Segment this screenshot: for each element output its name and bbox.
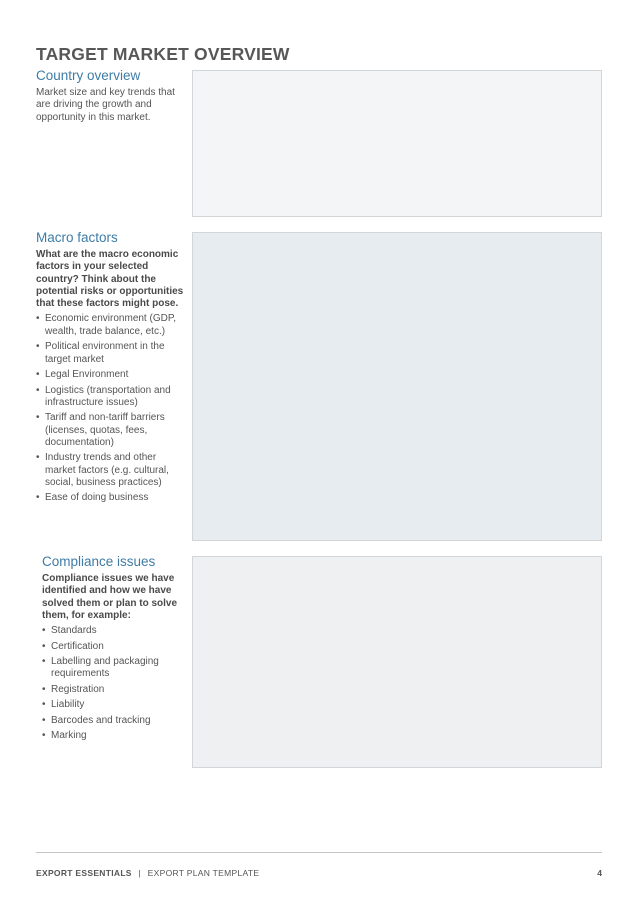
- compliance-issues-heading: Compliance issues: [42, 554, 156, 569]
- footer-brand: EXPORT ESSENTIALS: [36, 868, 132, 878]
- compliance-issues-section: [42, 554, 186, 746]
- list-item: • Registration: [42, 684, 186, 696]
- list-item: • Certification: [42, 641, 186, 653]
- footer-divider: [36, 852, 602, 853]
- list-item: • Marking: [42, 730, 186, 742]
- footer-document-name: EXPORT PLAN TEMPLATE: [147, 868, 260, 878]
- country-overview-section: [36, 68, 186, 127]
- list-item: • Logistics (transportation and infrastructure issues): [36, 385, 186, 410]
- list-item: • Ease of doing business: [36, 492, 186, 504]
- macro-factors-section: [36, 230, 186, 508]
- country-overview-input-box[interactable]: [192, 70, 602, 217]
- macro-factors-intro: What are the macro economic factors in your selected country? Think about the potential risks or opportunities that these factors might pose.: [36, 249, 184, 310]
- list-item: • Economic environment (GDP, wealth, trade balance, etc.): [36, 313, 186, 338]
- list-item: • Tariff and non-tariff barriers (licenses, quotas, fees, documentation): [36, 412, 186, 449]
- list-item: • Political environment in the target market: [36, 341, 186, 366]
- list-item: • Standards: [42, 625, 186, 637]
- list-item: • Labelling and packaging requirements: [42, 656, 186, 681]
- page-title: TARGET MARKET OVERVIEW: [36, 44, 290, 64]
- compliance-issues-list: [42, 625, 186, 743]
- country-overview-heading: Country overview: [36, 68, 141, 83]
- country-overview-intro: Market size and key trends that are driving the growth and opportunity in this market.: [36, 87, 175, 123]
- list-item: • Industry trends and other market factors (e.g. cultural, social, business practices): [36, 452, 186, 489]
- footer-separator: |: [138, 868, 141, 878]
- list-item: • Legal Environment: [36, 369, 186, 381]
- compliance-issues-input-box[interactable]: [192, 556, 602, 768]
- page-number: 4: [597, 868, 602, 878]
- macro-factors-input-box[interactable]: [192, 232, 602, 541]
- footer-label: [36, 868, 259, 878]
- macro-factors-list: [36, 313, 186, 504]
- list-item: • Liability: [42, 699, 186, 711]
- macro-factors-heading: Macro factors: [36, 230, 118, 245]
- list-item: • Barcodes and tracking: [42, 715, 186, 727]
- compliance-issues-intro: Compliance issues we have identified and how we have solved them or plan to solve them, for example:: [42, 573, 178, 621]
